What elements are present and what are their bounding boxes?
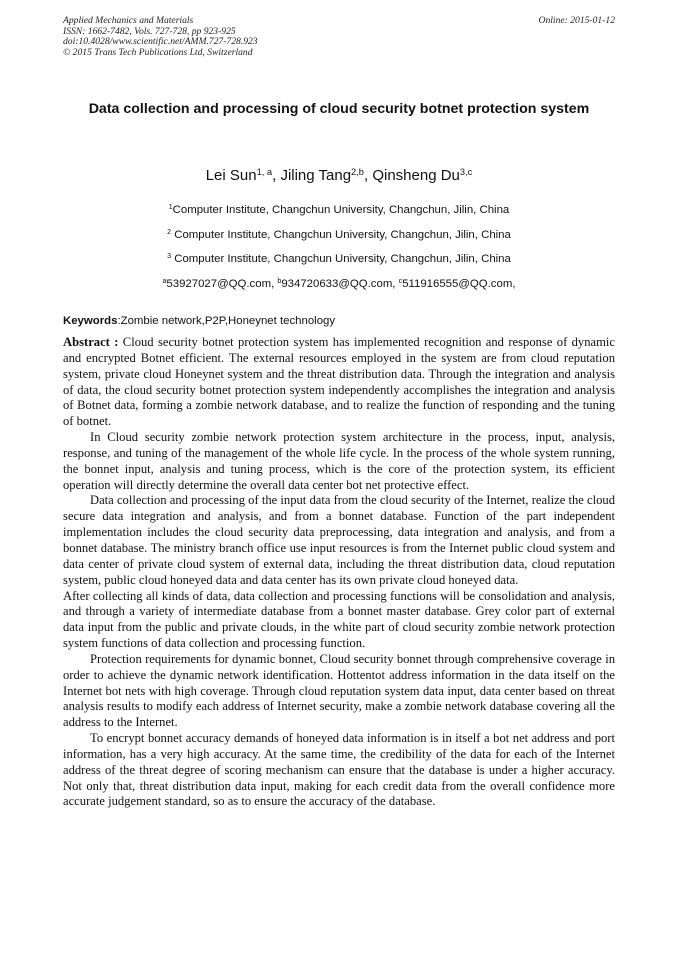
- author-name: Lei Sun: [205, 167, 257, 184]
- abstract-text: Cloud security botnet protection system has implemented recognition and response of dynamic and encrypted Botnet efficient. The external resources employed in the system are from cloud reputation system, private cloud Honeynet system and the threat distribution data. Through the integration and analysis of data, the cloud security botnet protection system independently accomplishes the integration and analysis of Botnet data, forming a zombie network database, and to realize the function of responding and the tuning of botnet.: [63, 335, 615, 429]
- affiliation-line: [63, 228, 615, 242]
- email-line: [63, 277, 615, 291]
- body-paragraph: Data collection and processing of the input data from the cloud security of the Internet, realize the cloud secure data integration and analysis, and from a bonnet database. Function of the part independent implementation includes the cloud security data preprocessing, data integration and analysis, and from a bonnet database. The ministry branch office use input resources is from the Internet public cloud system and data center of private cloud system of external data, including the threat distribution data, cloud reputation system, public cloud honeyed data and data center has its own private cloud honeyed data.: [63, 493, 615, 587]
- email-text: 934720633@QQ.com,: [281, 278, 396, 290]
- keywords: [63, 314, 615, 328]
- copyright-line: © 2015 Trans Tech Publications Ltd, Switzerland: [63, 46, 253, 58]
- author-name: Qinsheng Du: [372, 167, 460, 184]
- author-affiliation-mark: 1, a: [256, 166, 273, 177]
- keywords-text: :Zombie network,P2P,Honeynet technology: [117, 315, 336, 327]
- affiliation-line: [63, 203, 615, 217]
- email-text: 53927027@QQ.com,: [166, 278, 275, 290]
- journal-name: Applied Mechanics and Materials: [63, 15, 194, 26]
- affiliation-mark: 1: [168, 204, 173, 212]
- email-mark: c: [398, 278, 403, 286]
- journal-header: [63, 16, 615, 58]
- paper-title: Data collection and processing of cloud security botnet protection system: [88, 101, 590, 117]
- affiliation-text: Computer Institute, Changchun University, Changchun, Jilin, China: [174, 253, 511, 265]
- body-paragraph: After collecting all kinds of data, data collection and processing functions will be consolidation and analysis, and through a variety of intermediate database from a bonnet master database. Grey color part of external data input from the public and private clouds, in the white part of cloud security zombie network protection system functions of data collection and processing function.: [63, 588, 615, 651]
- body-paragraph: In Cloud security zombie network protection system architecture in the process, input, analysis, response, and tuning of the management of the whole life cycle. In the process of the whole system running, the bonnet input, analysis and tuning process, which is the core of the protection system, its efficient operation will directly determine the overall data center bot net protective effect.: [63, 430, 615, 492]
- body-paragraph: Protection requirements for dynamic bonnet, Cloud security bonnet through comprehensive coverage in order to achieve the dynamic network identification. Hottentot address information in the data itself on the Internet bot nets with high coverage. Through cloud reputation system data input, data center based on threat analysis results to modify each address of Internet security, make a zombie network database covering all the address to the Internet.: [63, 651, 615, 730]
- affiliation-mark: 3: [167, 253, 172, 261]
- author-affiliation-mark: 3,c: [459, 166, 473, 177]
- email-text: 511916555@QQ.com,: [402, 278, 516, 290]
- author-list: Lei Sun$^{1, a}$, Jiling Tang$^{2,b}$, Qinsheng Du$^{3,c}$: [205, 166, 473, 184]
- paper-body: [63, 335, 615, 810]
- abstract-label: Abstract :: [63, 335, 119, 349]
- body-paragraph: To encrypt bonnet accuracy demands of honeyed data information is in itself a bot net address and port information, has a very high accuracy. At the same time, the credibility of the data for each of the Internet address of the threat degree of scoring mechanism can ensure that the database is under a higher accuracy. Not only that, threat distribution data input, making for each credit data from the overall confidence more accurate judgement standard, so as to ensure the accuracy of the database.: [63, 731, 615, 809]
- doi-line: doi:10.4028/www.scientific.net/AMM.727-728.923: [63, 36, 258, 48]
- issn-line: ISSN: 1662-7482, Vols. 727-728, pp 923-925: [63, 25, 236, 37]
- email-mark: a: [162, 278, 167, 286]
- affiliation-text: Computer Institute, Changchun University, Changchun, Jilin, China: [174, 229, 511, 241]
- affiliation-text: Computer Institute, Changchun University, Changchun, Jilin, China: [172, 204, 510, 216]
- author-affiliation-mark: 2,b: [351, 166, 364, 177]
- online-date: Online: 2015-01-12: [538, 15, 615, 26]
- abstract-paragraph: [63, 335, 615, 430]
- author-name: Jiling Tang: [280, 167, 352, 184]
- affiliation-line: [63, 252, 615, 266]
- email-mark: b: [277, 278, 282, 286]
- keywords-label: Keywords: [63, 315, 118, 327]
- affiliation-mark: 2: [167, 229, 172, 237]
